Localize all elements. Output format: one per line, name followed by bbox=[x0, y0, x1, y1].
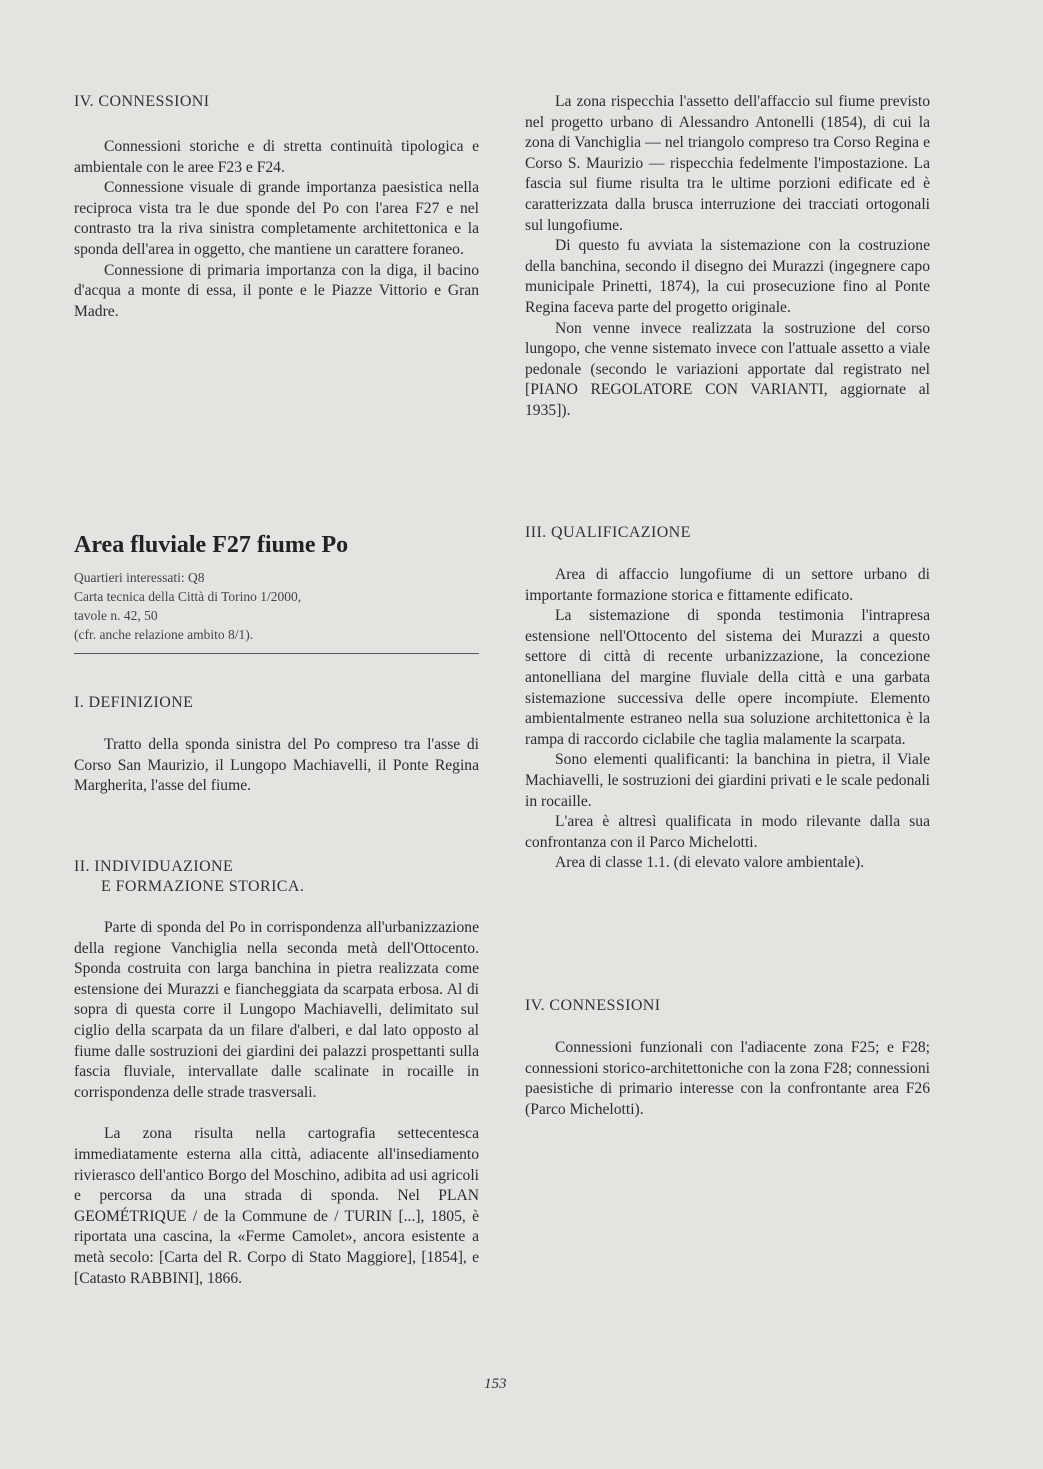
section-individuazione-text bbox=[74, 918, 479, 1289]
page-number: 153 bbox=[484, 1376, 507, 1392]
paragraph: La zona risulta nella cartografia settecentesca immediatamente esterna alla città, adiacente all'insediamento rivierasco dell'antico Borgo del Moschino, adibita ad usi agricoli e percorsa da una strada di sponda. Nel PLAN GEOMÉTRIQUE / de la Commune de / TURIN [...], 1805, è riportata una cascina, la «Ferme Camolet», ancora esistente a metà secolo: [Carta del R. Corpo di Stato Maggiore], [1854], e [Catasto RABBINI], 1866. bbox=[74, 1125, 479, 1287]
section-connessioni-text bbox=[74, 137, 479, 322]
section-individuazione-heading-line2: E FORMAZIONE STORICA. bbox=[101, 878, 305, 895]
intro-text bbox=[525, 92, 930, 422]
section-connessioni-text bbox=[525, 1038, 930, 1120]
subtitle-block bbox=[74, 568, 301, 644]
subtitle-line: (cfr. anche relazione ambito 8/1). bbox=[74, 627, 254, 642]
paragraph: Connessione visuale di grande importanza paesistica nella reciproca vista tra le due sponde del Po con l'area F27 e nel contrasto tra la riva sinistra completamente architettonica e la sponda dell'area in oggetto, che mantiene un carattere foraneo. bbox=[74, 179, 479, 258]
section-qualificazione-heading: III. QUALIFICAZIONE bbox=[525, 524, 691, 541]
paragraph: Connessioni storiche e di stretta continuità tipologica e ambientale con le aree F23 e F24. bbox=[74, 138, 479, 176]
paragraph: La zona rispecchia l'assetto dell'affaccio sul fiume previsto nel progetto urbano di Alessandro Antonelli (1854), di cui la zona di Vanchiglia — nel triangolo compreso tra Corso Regina e Corso S. Maurizio — rispecchia fedelmente l'impostazione. La fascia sul fiume risulta tra le ultime porzioni edificate ed è caratterizzata dalla brusca interruzione dei tracciati ortogonali sul lungofiume. bbox=[525, 93, 930, 234]
page-title: Area fluviale F27 fiume Po bbox=[74, 532, 349, 558]
paragraph: Parte di sponda del Po in corrispondenza all'urbanizzazione della regione Vanchiglia nella seconda metà dell'Ottocento. Sponda costruita con larga banchina in pietra realizzata come estensione dei Murazzi e fiancheggiata da scarpata erbosa. Al di sopra di questa corre il Lungopo Machiavelli, delimitato sul ciglio della scarpata da un filare d'alberi, e dal lato opposto al fiume dalle sostruzioni dei giardini dei palazzi prospettanti sulla fascia fluviale, intervallate dalle scalinate in rocaille in corrispondenza delle strade trasversali. bbox=[74, 919, 479, 1101]
paragraph: Di questo fu avviata la sistemazione con la costruzione della banchina, secondo il disegno dei Murazzi (ingegnere capo municipale Prinetti, 1874), la cui prosecuzione fino al Ponte Regina faceva parte del progetto originale. bbox=[525, 237, 930, 316]
subtitle-line: Carta tecnica della Città di Torino 1/2000, bbox=[74, 589, 302, 604]
subtitle-line: tavole n. 42, 50 bbox=[74, 608, 158, 623]
subtitle-line: Quartieri interessati: Q8 bbox=[74, 570, 205, 585]
divider bbox=[74, 653, 479, 654]
paragraph: Area di affaccio lungofiume di un settore urbano di importante formazione storica e fittamente edificato. bbox=[525, 566, 930, 604]
section-definizione-text bbox=[74, 735, 479, 797]
section-connessioni-heading: IV. CONNESSIONI bbox=[525, 997, 661, 1014]
section-individuazione-heading: II. INDIVIDUAZIONE bbox=[74, 858, 234, 875]
paragraph: La sistemazione di sponda testimonia l'intrapresa estensione nell'Ottocento del sistema dei Murazzi a questo settore di città di recente urbanizzazione, la concezione antonelliana del margine fluviale della città e una garbata sistemazione successiva delle opere incompiute. Elemento ambientalmente estraneo nella sua soluzione architettonica è la rampa di raccordo ciclabile che taglia malamente la scarpata. bbox=[525, 607, 930, 748]
section-definizione-heading: I. DEFINIZIONE bbox=[74, 694, 194, 711]
paragraph: Sono elementi qualificanti: la banchina in pietra, il Viale Machiavelli, le sostruzioni dei giardini privati e le scale pedonali in rocaille. bbox=[525, 751, 930, 810]
paragraph: Area di classe 1.1. (di elevato valore ambientale). bbox=[555, 854, 865, 872]
section-connessioni-heading: IV. CONNESSIONI bbox=[74, 93, 210, 110]
paragraph: Tratto della sponda sinistra del Po compreso tra l'asse di Corso San Maurizio, il Lungopo Machiavelli, il Ponte Regina Margherita, l'asse del fiume. bbox=[74, 736, 479, 795]
paragraph: Non venne invece realizzata la sostruzione del corso lungopo, che venne sistemato invece con l'attuale assetto a viale pedonale (secondo le variazioni apportate dal registrato nel [PIANO REGOLATORE CON VARIANTI, aggiornate al 1935]). bbox=[525, 319, 930, 419]
paragraph: L'area è altresì qualificata in modo rilevante dalla sua confrontanza con il Parco Michelotti. bbox=[525, 813, 930, 851]
paragraph: Connessioni funzionali con l'adiacente zona F25; e F28; connessioni storico-architettoniche con la zona F28; connessioni paesistiche di primario interesse con la confrontante area F26 (Parco Michelotti). bbox=[525, 1039, 930, 1118]
paragraph: Connessione di primaria importanza con la diga, il bacino d'acqua a monte di essa, il ponte e le Piazze Vittorio e Gran Madre. bbox=[74, 261, 479, 320]
section-qualificazione-text bbox=[525, 565, 930, 874]
